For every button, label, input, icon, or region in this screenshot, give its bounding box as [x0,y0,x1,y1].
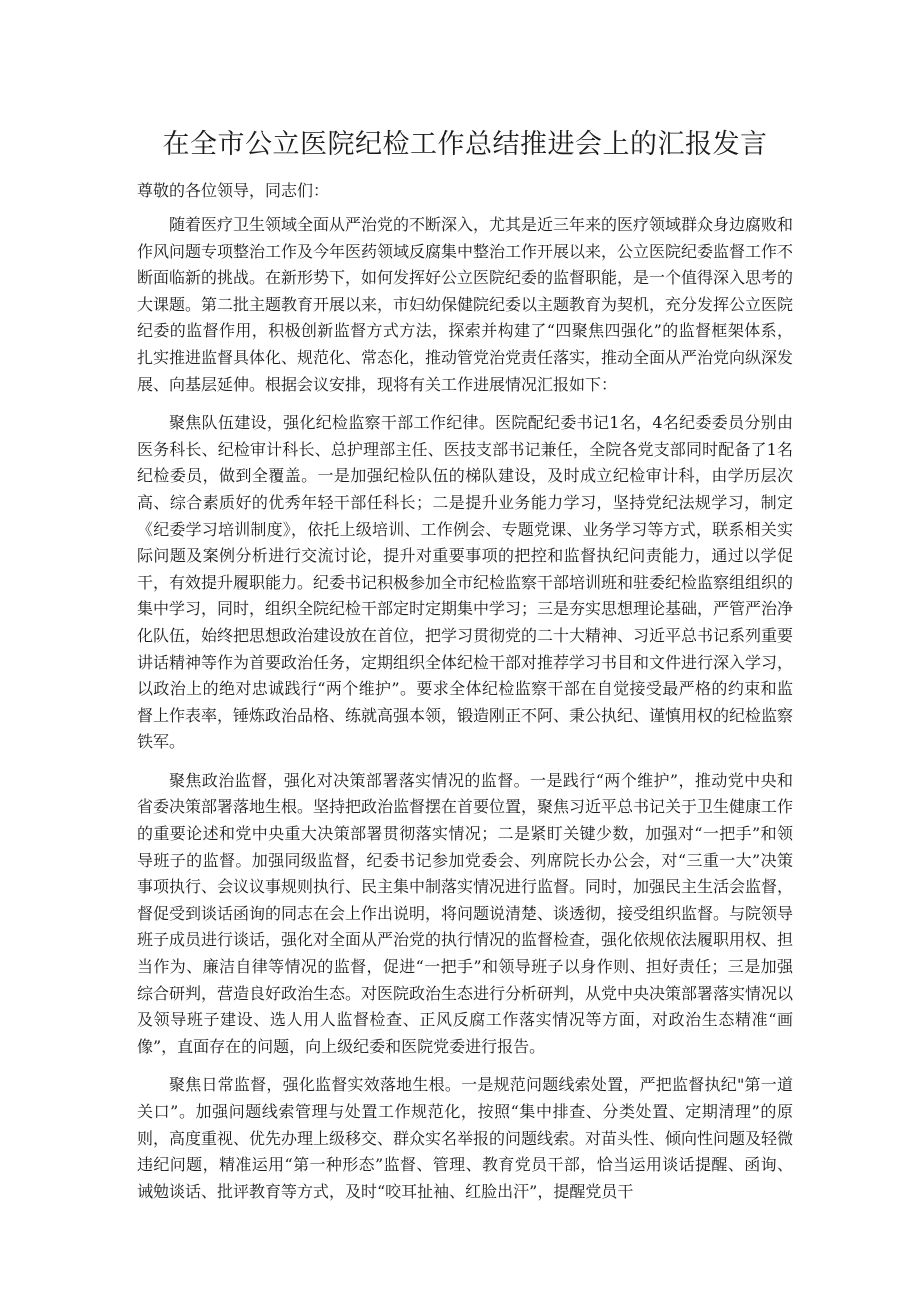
document-page [137,120,793,1217]
salutation: 尊敬的各位领导，同志们： [137,181,330,200]
paragraph-daily-supervision: 聚焦日常监督，强化监督实效落地生根。一是规范问题线索处置，严把监督执纪"第一道关口”。加强问题线索管理与处置工作规范化，按照“集中排查、分类处置、定期清理”的原则，高度重视、优先办理上级移交、群众实名举报的问题线索。对苗头性、倾向性问题及轻微违纪问题，精准运用“第一种形态”监督、管理、教育党员干部，恰当运用谈话提醒、函询、诫勉谈话、批评教育等方式，及时“咬耳扯袖、红脸出汗”，提醒党员干 [137,1075,794,1201]
paragraph-team-building: 聚焦队伍建设，强化纪检监察干部工作纪律。医院配纪委书记1名，4名纪委委员分别由医务科长、纪检审计科长、总护理部主任、医技支部书记兼任，全院各党支部同时配备了1名纪检委员，做到全覆盖。一是加强纪检队伍的梯队建设，及时成立纪检审计科，由学历层次高、综合素质好的优秀年轻干部任科长；二是提升业务能力学习，坚持党纪法规学习，制定《纪委学习培训制度》，依托上级培训、工作例会、专题党课、业务学习等方式，联系相关实际问题及案例分析进行交流讨论，提升对重要事项的把控和监督执纪问责能力，通过以学促干，有效提升履职能力。纪委书记积极参加全市纪检监察干部培训班和驻委纪检监察组组织的集中学习，同时，组织全院纪检干部定时定期集中学习；三是夯实思想理论基础，严管严治净化队伍，始终把思想政治建设放在首位，把学习贯彻党的二十大精神、习近平总书记系列重要讲话精神等作为首要政治任务，定期组织全体纪检干部对推荐学习书目和文件进行深入学习，以政治上的绝对忠诚践行“两个维护”。要求全体纪检监察干部在自觉接受最严格的约束和监督上作表率，锤炼政治品格、练就高强本领，锻造刚正不阿、秉公执纪、谨慎用权的纪检监察铁军。 [137,413,794,752]
document-title: 在全市公立医院纪检工作总结推进会上的汇报发言 [162,129,768,160]
paragraph-intro: 随着医疗卫生领域全面从严治党的不断深入，尤其是近三年来的医疗领域群众身边腐败和作风问题专项整治工作及今年医药领域反腐集中整治工作开展以来，公立医院纪委监督工作不断面临新的挑战。在新形势下，如何发挥好公立医院纪委的监督职能，是一个值得深入思考的大课题。第二批主题教育开展以来，市妇幼保健院纪委以主题教育为契机，充分发挥公立医院纪委的监督作用，积极创新监督方式方法，探索并构建了“四聚焦四强化”的监督框架体系，扎实推进监督具体化、规范化、常态化，推动管党治党责任落实，推动全面从严治党向纵深发展、向基层延伸。根据会议安排，现将有关工作进展情况汇报如下： [137,215,794,394]
paragraph-political-supervision: 聚焦政治监督，强化对决策部署落实情况的监督。一是践行“两个维护”，推动党中央和省委决策部署落地生根。坚持把政治监督摆在首要位置，聚焦习近平总书记关于卫生健康工作的重要论述和党中央重大决策部署贯彻落实情况；二是紧盯关键少数，加强对“一把手”和领导班子的监督。加强同级监督，纪委书记参加党委会、列席院长办公会，对“三重一大”决策事项执行、会议议事规则执行、民主集中制落实情况进行监督。同时，加强民主生活会监督，督促受到谈话函询的同志在会上作出说明，将问题说清楚、谈透彻，接受组织监督。与院领导班子成员进行谈话，强化对全面从严治党的执行情况的监督检查，强化依规依法履职用权、担当作为、廉洁自律等情况的监督，促进“一把手”和领导班子以身作则、担好责任；三是加强综合研判，营造良好政治生态。对医院政治生态进行分析研判，从党中央决策部署落实情况以及领导班子建设、选人用人监督检查、正风反腐工作落实情况等方面，对政治生态精准“画像”，直面存在的问题，向上级纪委和医院党委进行报告。 [137,770,794,1056]
